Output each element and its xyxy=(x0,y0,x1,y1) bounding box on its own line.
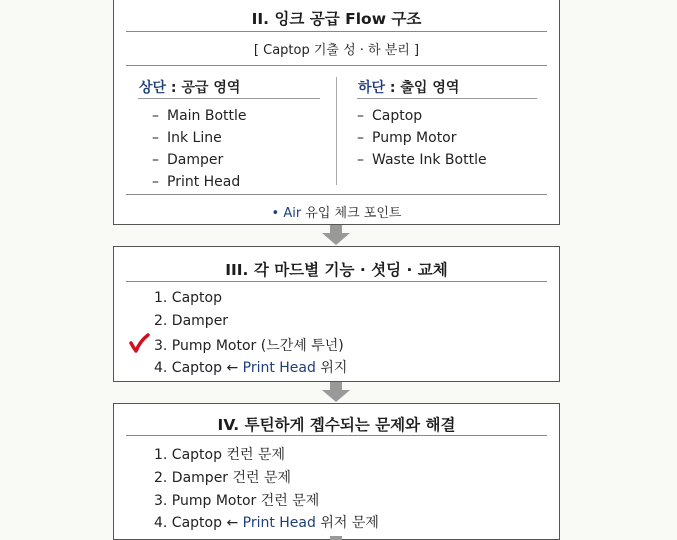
lower-item: – Captop xyxy=(357,108,422,124)
section-iii-item: 1. Captop xyxy=(154,290,222,306)
title-divider xyxy=(126,435,547,436)
upper-item: – Ink Line xyxy=(152,130,222,146)
item-prefix: 4. Captop ← xyxy=(154,360,243,376)
section-iii-box xyxy=(113,246,560,382)
upper-item: – Damper xyxy=(152,152,223,168)
item-suffix: 위저 문제 xyxy=(315,515,379,531)
lower-item: – Pump Motor xyxy=(357,130,457,146)
down-arrow-icon xyxy=(322,536,350,540)
upper-heading-rest: : 공급 영역 xyxy=(166,80,241,96)
section-iii-item xyxy=(154,357,347,377)
lower-heading-accent: 하단 xyxy=(358,80,386,96)
lower-heading-underline xyxy=(357,98,537,99)
item-accent: Print Head xyxy=(242,515,316,531)
subtitle-divider xyxy=(126,65,547,66)
upper-column-heading xyxy=(139,77,240,97)
item-suffix: 위지 xyxy=(315,360,348,376)
lower-item: – Waste Ink Bottle xyxy=(357,152,487,168)
section-iv-item: 1. Captop 컨런 문제 xyxy=(154,447,285,463)
down-arrow-icon xyxy=(322,225,350,245)
lower-heading-rest: : 출입 영역 xyxy=(385,80,460,96)
section-iii-item: 3. Pump Motor (느간셰 투넌) xyxy=(154,338,344,354)
upper-heading-accent: 상단 xyxy=(139,80,167,96)
title-divider xyxy=(126,281,547,282)
upper-item: – Main Bottle xyxy=(152,108,247,124)
section-ii-subtitle: [ Captop 기출 성 · 하 분리 ] xyxy=(253,43,420,58)
air-check-note xyxy=(114,202,559,221)
upper-heading-underline xyxy=(138,98,320,99)
section-ii-title: II. 잉크 공급 Flow 구조 xyxy=(251,10,422,28)
title-divider xyxy=(126,31,547,32)
section-ii-box xyxy=(113,0,560,225)
check-mark-icon xyxy=(128,332,150,354)
note-accent: Air xyxy=(283,206,302,221)
bullet-icon: • xyxy=(271,206,280,221)
note-divider xyxy=(126,194,547,195)
down-arrow-icon xyxy=(322,382,350,402)
item-accent: Print Head xyxy=(242,360,316,376)
column-divider xyxy=(336,77,337,185)
section-iv-item: 2. Damper 건런 문제 xyxy=(154,470,292,486)
section-iii-item: 2. Damper xyxy=(154,313,229,329)
section-iv-item: 3. Pump Motor 건런 문제 xyxy=(154,493,320,509)
section-iii-title: III. 각 마드별 기능 · 셧딩 · 교체 xyxy=(225,261,448,279)
section-iv-item xyxy=(154,512,379,532)
section-iv-title: IV. 투틴하게 곕수되는 문제와 해결 xyxy=(217,416,456,434)
note-text: 유입 체크 포인트 xyxy=(301,206,402,221)
section-iv-box xyxy=(113,403,560,540)
upper-item: – Print Head xyxy=(152,174,240,190)
lower-column-heading xyxy=(358,77,459,97)
item-prefix: 4. Captop ← xyxy=(154,515,243,531)
